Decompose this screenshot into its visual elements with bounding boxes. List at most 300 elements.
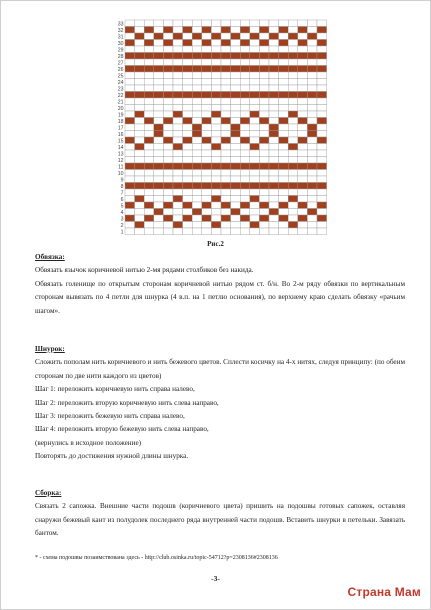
row-label: 24 bbox=[117, 79, 124, 86]
chart-cell bbox=[288, 105, 298, 112]
chart-cell bbox=[211, 46, 221, 53]
chart-cell bbox=[211, 40, 221, 47]
chart-cell bbox=[144, 222, 154, 229]
chart-cell bbox=[183, 72, 193, 79]
chart-cell bbox=[298, 222, 308, 229]
chart-cell bbox=[307, 131, 317, 138]
chart-cell bbox=[279, 144, 289, 151]
chart-cell bbox=[173, 27, 183, 34]
chart-cell bbox=[183, 59, 193, 66]
chart-cell bbox=[173, 228, 183, 235]
chart-cell bbox=[240, 40, 250, 47]
chart-cell bbox=[163, 150, 173, 157]
chart-cell bbox=[125, 202, 135, 209]
chart-cell bbox=[307, 150, 317, 157]
chart-cell bbox=[211, 59, 221, 66]
chart-cell bbox=[317, 124, 327, 131]
chart-cell bbox=[192, 137, 202, 144]
chart-cell bbox=[154, 53, 164, 60]
chart-cell bbox=[135, 150, 145, 157]
chart-cell bbox=[231, 124, 241, 131]
chart-cell bbox=[317, 189, 327, 196]
chart-cell bbox=[163, 98, 173, 105]
chart-cell bbox=[154, 105, 164, 112]
chart-cell bbox=[163, 131, 173, 138]
chart-cell bbox=[163, 40, 173, 47]
chart-cell bbox=[192, 222, 202, 229]
chart-cell bbox=[163, 222, 173, 229]
chart-cell bbox=[202, 85, 212, 92]
chart-cell bbox=[288, 20, 298, 27]
chart-cell bbox=[307, 98, 317, 105]
chart-cell bbox=[183, 27, 193, 34]
chart-cell bbox=[288, 27, 298, 34]
chart-cell bbox=[240, 228, 250, 235]
chart-cell bbox=[135, 53, 145, 60]
chart-cell bbox=[288, 137, 298, 144]
chart-cell bbox=[279, 33, 289, 40]
chart-cell bbox=[135, 163, 145, 170]
chart-cell bbox=[202, 163, 212, 170]
chart-cell bbox=[211, 118, 221, 125]
chart-cell bbox=[231, 59, 241, 66]
chart-cell bbox=[211, 202, 221, 209]
chart-cell bbox=[231, 215, 241, 222]
chart-cell bbox=[202, 176, 212, 183]
chart-cell bbox=[231, 98, 241, 105]
chart-cell bbox=[231, 157, 241, 164]
chart-cell bbox=[307, 183, 317, 190]
chart-cell bbox=[183, 228, 193, 235]
chart-cell bbox=[144, 228, 154, 235]
chart-cell bbox=[211, 183, 221, 190]
chart-cell bbox=[307, 105, 317, 112]
chart-cell bbox=[202, 202, 212, 209]
chart-cell bbox=[154, 46, 164, 53]
chart-cell bbox=[307, 144, 317, 151]
chart-cell bbox=[279, 189, 289, 196]
chart-cell bbox=[259, 215, 269, 222]
chart-cell bbox=[221, 85, 231, 92]
chart-cell bbox=[317, 183, 327, 190]
chart-cell bbox=[221, 46, 231, 53]
chart-cell bbox=[250, 222, 260, 229]
chart-cell bbox=[250, 209, 260, 216]
chart-cell bbox=[307, 170, 317, 177]
chart-cell bbox=[192, 46, 202, 53]
chart-cell bbox=[163, 137, 173, 144]
chart-cell bbox=[259, 59, 269, 66]
row-label: 29 bbox=[117, 47, 124, 54]
chart-cell bbox=[211, 66, 221, 73]
chart-cell bbox=[298, 144, 308, 151]
chart-cell bbox=[279, 222, 289, 229]
chart-cell bbox=[298, 124, 308, 131]
chart-cell bbox=[125, 98, 135, 105]
chart-cell bbox=[317, 202, 327, 209]
chart-cell bbox=[173, 222, 183, 229]
chart-cell bbox=[154, 131, 164, 138]
chart-cell bbox=[221, 163, 231, 170]
chart-cell bbox=[144, 202, 154, 209]
chart-cell bbox=[173, 196, 183, 203]
chart-cell bbox=[211, 79, 221, 86]
chart-cell bbox=[231, 40, 241, 47]
chart-cell bbox=[269, 59, 279, 66]
chart-cell bbox=[231, 189, 241, 196]
chart-cell bbox=[288, 170, 298, 177]
chart-cell bbox=[259, 228, 269, 235]
chart-cell bbox=[154, 176, 164, 183]
chart-cell bbox=[279, 118, 289, 125]
chart-cell bbox=[183, 66, 193, 73]
chart-cell bbox=[163, 20, 173, 27]
chart-cell bbox=[279, 27, 289, 34]
chart-cell bbox=[317, 176, 327, 183]
chart-cell bbox=[125, 170, 135, 177]
chart-cell bbox=[240, 20, 250, 27]
chart-cell bbox=[144, 33, 154, 40]
chart-cell bbox=[163, 59, 173, 66]
chart-cell bbox=[163, 202, 173, 209]
chart-cell bbox=[135, 20, 145, 27]
chart-cell bbox=[135, 228, 145, 235]
chart-cell bbox=[221, 27, 231, 34]
chart-cell bbox=[307, 59, 317, 66]
chart-cell bbox=[231, 131, 241, 138]
chart-cell bbox=[192, 98, 202, 105]
chart-cell bbox=[221, 150, 231, 157]
chart-cell bbox=[211, 137, 221, 144]
chart-cell bbox=[173, 183, 183, 190]
knitting-chart-grid bbox=[114, 19, 330, 237]
chart-cell bbox=[317, 27, 327, 34]
chart-cell bbox=[154, 33, 164, 40]
chart-cell bbox=[240, 105, 250, 112]
chart-cell bbox=[163, 79, 173, 86]
chart-cell bbox=[173, 124, 183, 131]
chart-cell bbox=[202, 131, 212, 138]
chart-cell bbox=[135, 40, 145, 47]
chart-cell bbox=[259, 111, 269, 118]
chart-cell bbox=[192, 150, 202, 157]
chart-cell bbox=[288, 202, 298, 209]
chart-cell bbox=[192, 228, 202, 235]
chart-cell bbox=[173, 40, 183, 47]
chart-cell bbox=[192, 20, 202, 27]
chart-cell bbox=[307, 196, 317, 203]
row-label: 19 bbox=[117, 112, 124, 119]
chart-cell bbox=[211, 20, 221, 27]
chart-cell bbox=[144, 46, 154, 53]
chart-cell bbox=[163, 118, 173, 125]
chart-cell bbox=[125, 150, 135, 157]
chart-cell bbox=[135, 66, 145, 73]
chart-cell bbox=[211, 131, 221, 138]
chart-cell bbox=[250, 131, 260, 138]
shnurok-line: Шаг 1: переложить коричневую нить справа налево, bbox=[35, 385, 195, 394]
chart-cell bbox=[173, 59, 183, 66]
chart-cell bbox=[211, 98, 221, 105]
chart-cell bbox=[144, 66, 154, 73]
chart-cell bbox=[125, 196, 135, 203]
chart-cell bbox=[221, 124, 231, 131]
row-label: 5 bbox=[120, 203, 124, 210]
chart-cell bbox=[202, 150, 212, 157]
chart-cell bbox=[298, 105, 308, 112]
chart-cell bbox=[298, 209, 308, 216]
chart-cell bbox=[211, 33, 221, 40]
chart-cell bbox=[183, 85, 193, 92]
chart-cell bbox=[307, 189, 317, 196]
chart-cell bbox=[269, 157, 279, 164]
chart-cell bbox=[173, 150, 183, 157]
chart-cell bbox=[317, 98, 327, 105]
chart-cell bbox=[317, 163, 327, 170]
chart-cell bbox=[298, 98, 308, 105]
chart-cell bbox=[231, 144, 241, 151]
chart-cell bbox=[279, 202, 289, 209]
chart-cell bbox=[125, 66, 135, 73]
chart-cell bbox=[231, 33, 241, 40]
chart-cell bbox=[221, 79, 231, 86]
chart-cell bbox=[259, 209, 269, 216]
chart-cell bbox=[154, 144, 164, 151]
chart-cell bbox=[317, 209, 327, 216]
chart-cell bbox=[317, 144, 327, 151]
chart-cell bbox=[259, 66, 269, 73]
chart-cell bbox=[192, 66, 202, 73]
chart-cell bbox=[269, 40, 279, 47]
chart-cell bbox=[250, 40, 260, 47]
chart-cell bbox=[135, 137, 145, 144]
row-label: 23 bbox=[117, 86, 124, 93]
chart-cell bbox=[298, 20, 308, 27]
shnurok-line: Шаг 4: переложить вторую бежевую нить слева направо, bbox=[35, 425, 209, 434]
chart-cell bbox=[192, 59, 202, 66]
chart-cell bbox=[307, 92, 317, 99]
chart-cell bbox=[269, 20, 279, 27]
row-label: 22 bbox=[117, 92, 124, 99]
chart-cell bbox=[211, 72, 221, 79]
chart-cell bbox=[317, 20, 327, 27]
chart-cell bbox=[259, 157, 269, 164]
chart-cell bbox=[231, 85, 241, 92]
chart-cell bbox=[183, 157, 193, 164]
chart-cell bbox=[202, 111, 212, 118]
chart-cell bbox=[144, 53, 154, 60]
chart-cell bbox=[135, 196, 145, 203]
chart-cell bbox=[211, 189, 221, 196]
chart-cell bbox=[183, 79, 193, 86]
chart-cell bbox=[125, 157, 135, 164]
chart-cell bbox=[269, 131, 279, 138]
chart-cell bbox=[317, 53, 327, 60]
chart-cell bbox=[317, 170, 327, 177]
chart-cell bbox=[250, 46, 260, 53]
chart-cell bbox=[144, 20, 154, 27]
chart-cell bbox=[250, 215, 260, 222]
chart-cell bbox=[288, 209, 298, 216]
chart-cell bbox=[288, 92, 298, 99]
chart-cell bbox=[183, 163, 193, 170]
chart-cell bbox=[202, 20, 212, 27]
chart-cell bbox=[307, 79, 317, 86]
chart-cell bbox=[288, 131, 298, 138]
chart-cell bbox=[163, 124, 173, 131]
chart-cell bbox=[144, 131, 154, 138]
chart-cell bbox=[269, 183, 279, 190]
shnurok-line: Сложить пополам нить коричневого и нить бежевого цветов. Сплести косичку на 4-х нитях, следуя принципу: (по обеим сторонам по две нити каждого из цветов) bbox=[35, 358, 405, 380]
chart-cell bbox=[202, 66, 212, 73]
chart-cell bbox=[183, 111, 193, 118]
chart-cell bbox=[125, 163, 135, 170]
chart-cell bbox=[202, 189, 212, 196]
chart-cell bbox=[288, 183, 298, 190]
chart-cell bbox=[259, 202, 269, 209]
chart-cell bbox=[192, 170, 202, 177]
row-label: 10 bbox=[117, 170, 124, 177]
chart-cell bbox=[259, 150, 269, 157]
chart-cell bbox=[144, 176, 154, 183]
chart-cell bbox=[317, 118, 327, 125]
chart-cell bbox=[183, 176, 193, 183]
chart-cell bbox=[317, 196, 327, 203]
chart-cell bbox=[279, 85, 289, 92]
chart-cell bbox=[269, 176, 279, 183]
chart-cell bbox=[144, 150, 154, 157]
chart-cell bbox=[279, 176, 289, 183]
chart-cell bbox=[173, 20, 183, 27]
chart-cell bbox=[269, 228, 279, 235]
chart-cell bbox=[240, 183, 250, 190]
chart-cell bbox=[144, 124, 154, 131]
chart-cell bbox=[135, 33, 145, 40]
chart-cell bbox=[135, 183, 145, 190]
chart-cell bbox=[125, 72, 135, 79]
chart-cell bbox=[240, 124, 250, 131]
chart-cell bbox=[173, 33, 183, 40]
chart-cell bbox=[154, 137, 164, 144]
chart-cell bbox=[154, 150, 164, 157]
chart-cell bbox=[259, 27, 269, 34]
chart-cell bbox=[307, 118, 317, 125]
chart-cell bbox=[259, 222, 269, 229]
chart-cell bbox=[259, 176, 269, 183]
chart-cell bbox=[279, 196, 289, 203]
chart-cell bbox=[183, 124, 193, 131]
sborka-paragraph: Связать 2 сапожка. Внешние части подошв (коричневого цвета) пришить на подошвы готовых сапожек, оставляя снаружи бежевый кант из полудолек последнего ряда внутренней части подошв. Вставить шнурки в петельки. Завязать бантом. bbox=[35, 502, 405, 538]
chart-cell bbox=[173, 170, 183, 177]
chart-cell bbox=[221, 98, 231, 105]
chart-cell bbox=[144, 85, 154, 92]
chart-cell bbox=[279, 137, 289, 144]
chart-cell bbox=[144, 98, 154, 105]
chart-cell bbox=[183, 183, 193, 190]
row-label: 26 bbox=[117, 66, 124, 73]
chart-cell bbox=[250, 27, 260, 34]
chart-cell bbox=[144, 215, 154, 222]
chart-cell bbox=[211, 27, 221, 34]
chart-cell bbox=[259, 92, 269, 99]
chart-cell bbox=[202, 137, 212, 144]
chart-cell bbox=[288, 150, 298, 157]
chart-cell bbox=[154, 163, 164, 170]
chart-cell bbox=[173, 118, 183, 125]
chart-cell bbox=[231, 176, 241, 183]
chart-cell bbox=[163, 228, 173, 235]
chart-cell bbox=[135, 131, 145, 138]
row-label: 9 bbox=[120, 177, 124, 184]
chart-cell bbox=[250, 183, 260, 190]
chart-cell bbox=[144, 111, 154, 118]
chart-cell bbox=[259, 20, 269, 27]
chart-cell bbox=[288, 189, 298, 196]
row-label: 2 bbox=[120, 222, 124, 229]
chart-cell bbox=[183, 144, 193, 151]
chart-cell bbox=[250, 92, 260, 99]
chart-cell bbox=[135, 144, 145, 151]
chart-cell bbox=[288, 79, 298, 86]
chart-cell bbox=[154, 202, 164, 209]
chart-cell bbox=[221, 111, 231, 118]
chart-cell bbox=[135, 92, 145, 99]
chart-cell bbox=[240, 196, 250, 203]
chart-cell bbox=[173, 137, 183, 144]
chart-cell bbox=[221, 228, 231, 235]
chart-cell bbox=[135, 46, 145, 53]
chart-cell bbox=[163, 111, 173, 118]
chart-cell bbox=[250, 170, 260, 177]
chart-cell bbox=[269, 209, 279, 216]
chart-cell bbox=[279, 40, 289, 47]
chart-cell bbox=[211, 124, 221, 131]
chart-cell bbox=[183, 215, 193, 222]
chart-cell bbox=[183, 202, 193, 209]
chart-cell bbox=[192, 183, 202, 190]
chart-cell bbox=[307, 33, 317, 40]
chart-cell bbox=[154, 170, 164, 177]
chart-cell bbox=[125, 92, 135, 99]
chart-cell bbox=[202, 92, 212, 99]
chart-cell bbox=[288, 176, 298, 183]
chart-cell bbox=[183, 98, 193, 105]
row-label: 16 bbox=[117, 131, 124, 138]
chart-cell bbox=[231, 228, 241, 235]
chart-cell bbox=[240, 215, 250, 222]
chart-cell bbox=[317, 150, 327, 157]
chart-cell bbox=[279, 92, 289, 99]
chart-cell bbox=[279, 215, 289, 222]
site-logo: Страна Мам bbox=[347, 585, 421, 599]
chart-cell bbox=[259, 196, 269, 203]
chart-cell bbox=[298, 79, 308, 86]
chart-cell bbox=[259, 79, 269, 86]
chart-cell bbox=[250, 105, 260, 112]
obvyazka-title: Обвязка: bbox=[35, 253, 65, 261]
row-label: 30 bbox=[117, 40, 124, 47]
chart-cell bbox=[307, 209, 317, 216]
chart-cell bbox=[183, 33, 193, 40]
chart-cell bbox=[298, 131, 308, 138]
row-label: 20 bbox=[117, 105, 124, 112]
chart-cell bbox=[250, 124, 260, 131]
chart-cell bbox=[173, 72, 183, 79]
chart-cell bbox=[173, 202, 183, 209]
chart-cell bbox=[317, 111, 327, 118]
chart-cell bbox=[192, 124, 202, 131]
chart-cell bbox=[163, 33, 173, 40]
